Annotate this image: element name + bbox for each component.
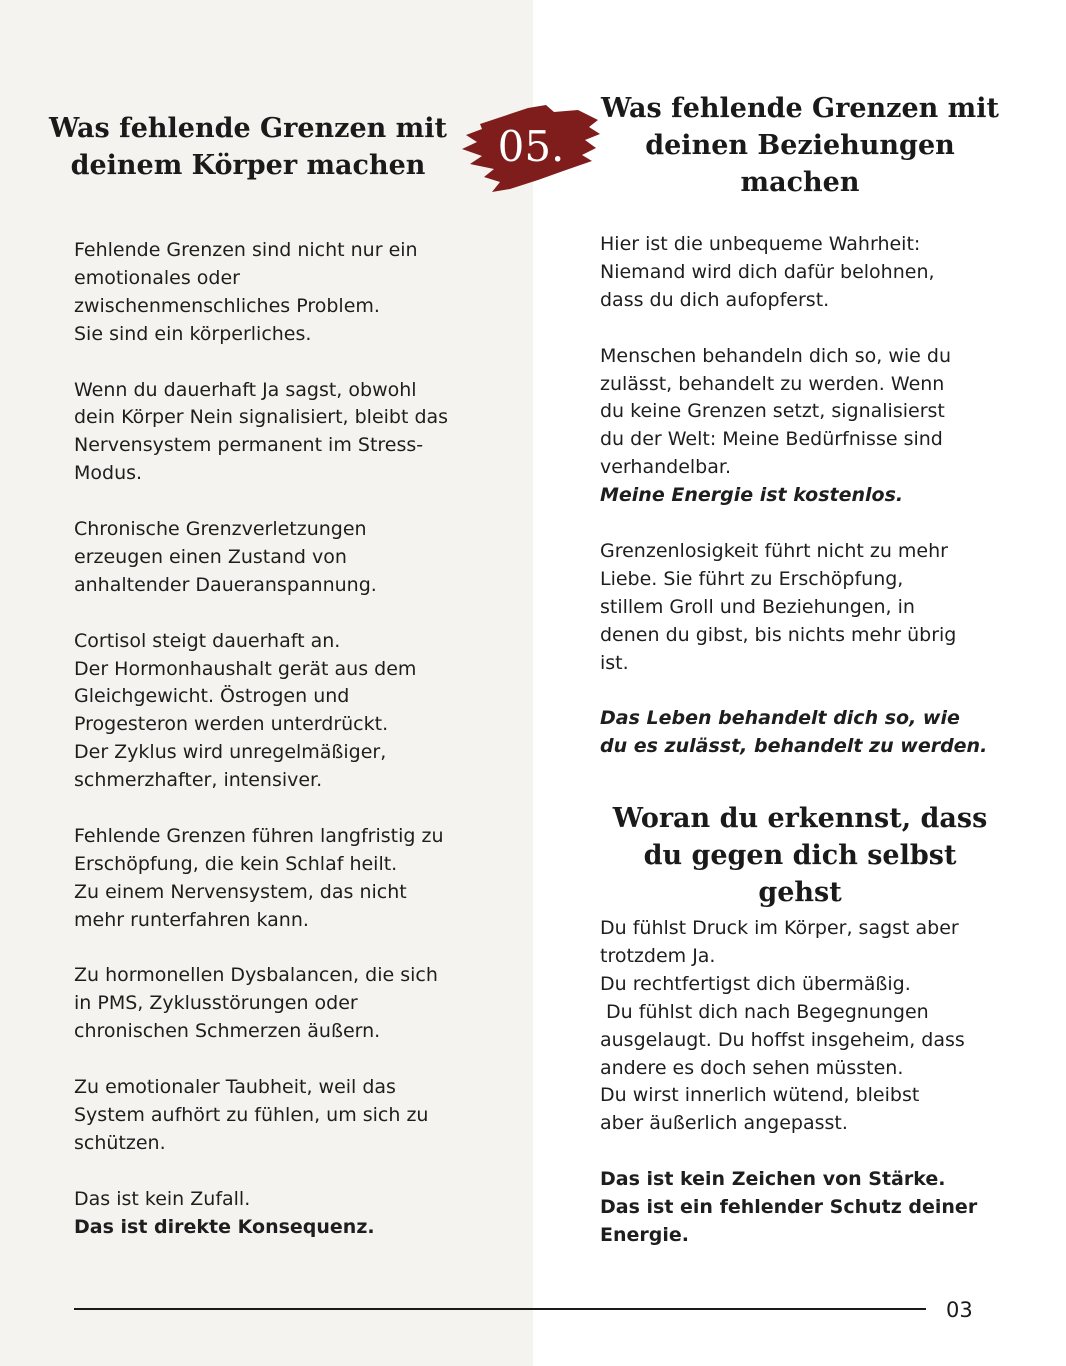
text-line: Liebe. Sie führt zu Erschöpfung, (600, 567, 904, 590)
text-line: Progesteron werden unterdrückt. (74, 713, 389, 736)
text-line: Du fühlst dich nach Begegnungen (600, 1000, 929, 1023)
text-line: Du fühlst Druck im Körper, sagst aber (600, 917, 959, 939)
text-line: anhaltender Daueranspannung. (74, 573, 377, 596)
closing-emphasis: Das ist direkte Konsequenz. (74, 1215, 375, 1238)
text-line: dass du dich aufopferst. (600, 288, 830, 311)
left-section-body (74, 237, 514, 1242)
page-number: 03 (946, 1298, 973, 1322)
text-line: aber äußerlich angepasst. (600, 1112, 848, 1135)
right-emphasis-paragraph (600, 705, 1020, 761)
right-paragraph (600, 343, 1020, 510)
text-line: denen du gibst, bis nichts mehr übrig (600, 623, 957, 646)
left-paragraph (74, 823, 514, 935)
text-line: zulässt, behandelt zu werden. Wenn (600, 372, 945, 395)
text-line: andere es doch sehen müssten. (600, 1056, 904, 1079)
text-line: Gleichgewicht. Östrogen und (74, 685, 350, 708)
text-line: in PMS, Zyklusstörungen oder (74, 992, 358, 1015)
text-line: Hier ist die unbequeme Wahrheit: (600, 233, 921, 255)
left-section-heading: Was fehlende Grenzen mit deinem Körper machen (49, 113, 447, 181)
text-line: Du rechtfertigst dich übermäßig. (600, 972, 911, 995)
text-line: stillem Groll und Beziehungen, in (600, 595, 915, 618)
conclusion-line: Energie. (600, 1223, 689, 1246)
text-line: Zu hormonellen Dysbalancen, die sich (74, 964, 438, 987)
text-line: Fehlende Grenzen sind nicht nur ein (74, 239, 418, 261)
text-line: chronischen Schmerzen äußern. (74, 1020, 381, 1043)
brush-stroke-icon (458, 98, 604, 196)
text-line: trotzdem Ja. (600, 944, 716, 967)
text-line: Cortisol steigt dauerhaft an. (74, 629, 341, 652)
text-line: dein Körper Nein signalisiert, bleibt das (74, 406, 449, 429)
left-paragraph (74, 962, 514, 1046)
signs-conclusion (600, 1166, 1020, 1250)
section-number-badge (458, 98, 604, 196)
text-line: Sie sind ein körperliches. (74, 322, 312, 345)
left-closing (74, 1186, 514, 1242)
right-paragraph (600, 538, 1020, 678)
closing-line: Das ist kein Zufall. (74, 1187, 251, 1210)
text-line: zwischenmenschliches Problem. (74, 294, 380, 317)
text-line: schmerzhafter, intensiver. (74, 769, 323, 792)
text-line: Der Hormonhaushalt gerät aus dem (74, 657, 417, 680)
text-line: Nervensystem permanent im Stress- (74, 434, 424, 457)
left-paragraph (74, 628, 514, 795)
text-line: du keine Grenzen setzt, signalisierst (600, 400, 945, 423)
text-line: Chronische Grenzverletzungen (74, 518, 367, 541)
right-section-body (600, 231, 1020, 761)
emphasis-line: Meine Energie ist kostenlos. (600, 484, 904, 507)
footer-divider (74, 1308, 926, 1310)
text-line: Modus. (74, 462, 143, 485)
text-line: Der Zyklus wird unregelmäßiger, (74, 741, 387, 764)
text-line: ist. (600, 651, 629, 674)
left-paragraph (74, 377, 514, 489)
right-paragraph (600, 231, 1020, 315)
right-section-heading: Was fehlende Grenzen mit deinen Beziehungen machen (601, 93, 999, 198)
text-line: Zu einem Nervensystem, das nicht (74, 880, 407, 903)
text-line: Wenn du dauerhaft Ja sagst, obwohl (74, 378, 417, 401)
conclusion-line: Das ist ein fehlender Schutz deiner (600, 1196, 978, 1219)
text-line: Menschen behandeln dich so, wie du (600, 344, 951, 367)
text-line: erzeugen einen Zustand von (74, 545, 347, 568)
signs-section-heading: Woran du erkennst, dass du gegen dich selbst gehst (612, 803, 988, 908)
emphasis-line: Das Leben behandelt dich so, wie (600, 707, 960, 730)
text-line: Niemand wird dich dafür belohnen, (600, 260, 935, 283)
text-line: ausgelaugt. Du hoffst insgeheim, dass (600, 1028, 965, 1051)
emphasis-line: du es zulässt, behandelt zu werden. (600, 735, 988, 758)
left-paragraph (74, 516, 514, 600)
text-line: mehr runterfahren kann. (74, 908, 309, 931)
text-line: schützen. (74, 1131, 166, 1154)
signs-section-body (600, 915, 1020, 1250)
left-paragraph (74, 1074, 514, 1158)
signs-paragraph (600, 915, 1020, 1138)
conclusion-line: Das ist kein Zeichen von Stärke. (600, 1168, 946, 1191)
text-line: Grenzenlosigkeit führt nicht zu mehr (600, 539, 948, 562)
text-line: Fehlende Grenzen führen langfristig zu (74, 824, 444, 847)
text-line: Erschöpfung, die kein Schlaf heilt. (74, 852, 398, 875)
text-line: du der Welt: Meine Bedürfnisse sind (600, 428, 943, 451)
section-number: 05. (497, 122, 565, 171)
text-line: System aufhört zu fühlen, um sich zu (74, 1104, 429, 1126)
text-line: emotionales oder (74, 266, 240, 289)
text-line: verhandelbar. (600, 456, 731, 479)
text-line: Du wirst innerlich wütend, bleibst (600, 1084, 920, 1107)
text-line: Zu emotionaler Taubheit, weil das (74, 1076, 396, 1099)
left-paragraph (74, 237, 514, 349)
